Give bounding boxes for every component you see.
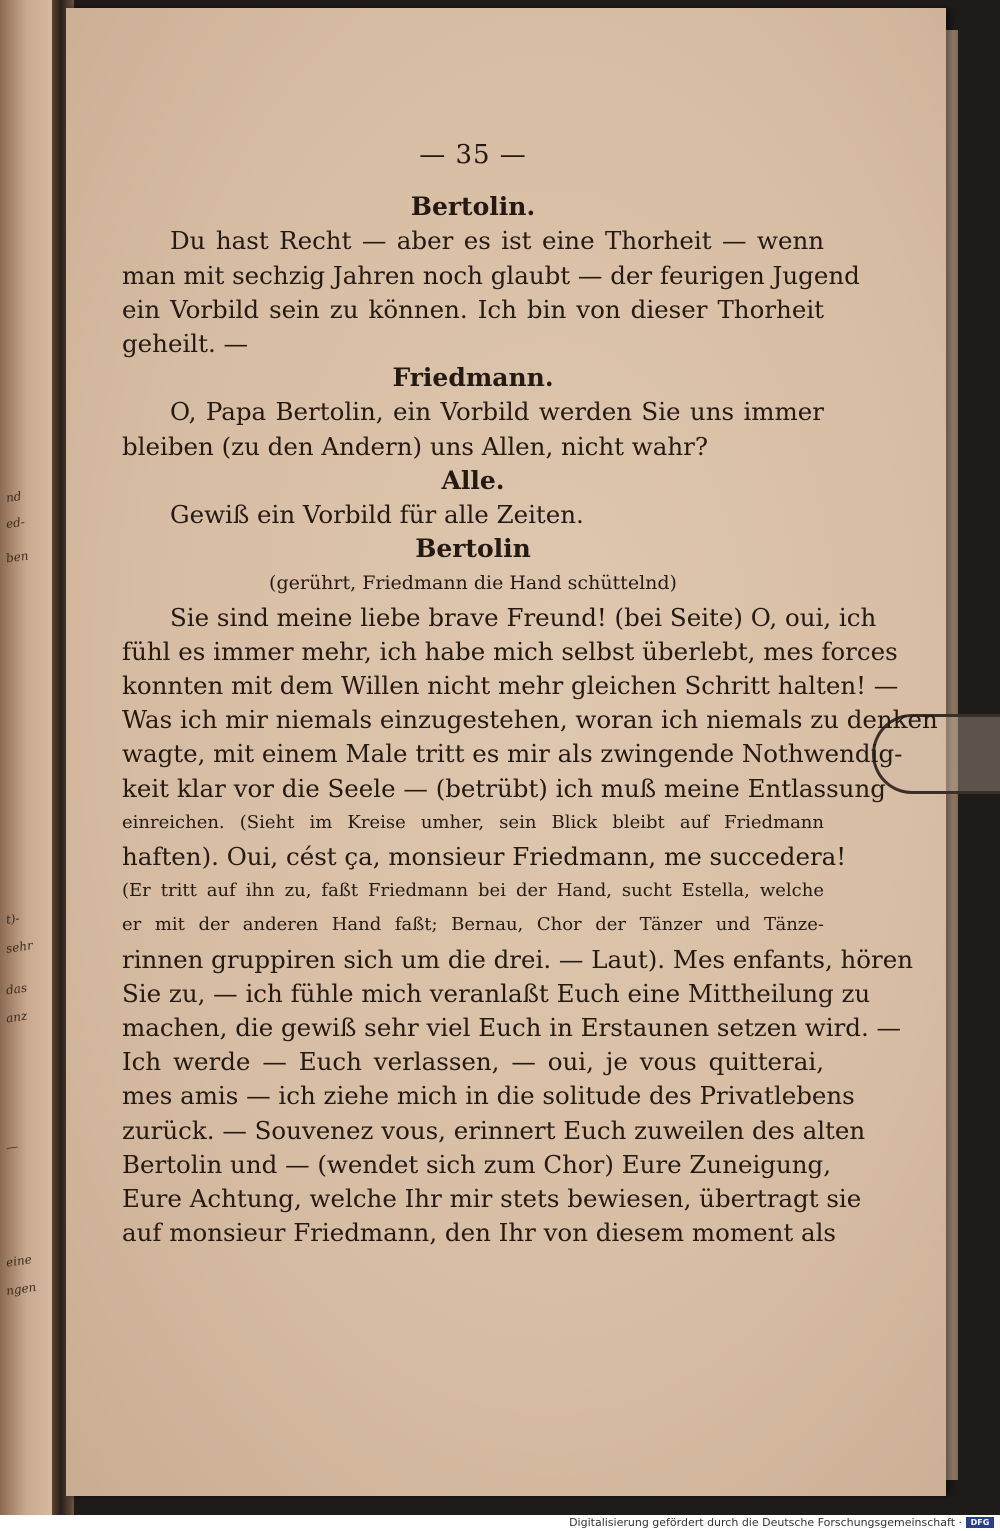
text-line: Ich werde — Euch verlassen, — oui, je vous quitterai, (122, 1047, 824, 1077)
speech-paragraph (122, 498, 824, 532)
text-line: mes amis — ich ziehe mich in die solitude des Privatlebens (122, 1081, 855, 1111)
speech-paragraph (122, 601, 938, 1251)
facing-page-fragment: — (5, 1139, 19, 1155)
speaker-name: Alle. (441, 465, 505, 495)
footer-credit: Digitalisierung gefördert durch die Deutsche Forschungsgemeinschaft · (569, 1516, 962, 1529)
text-line: er mit der anderen Hand faßt; Bernau, Chor der Tänzer und Tänze- (122, 914, 824, 936)
facing-page-fragment: ed- (5, 514, 26, 532)
text-line: Gewiß ein Vorbild für alle Zeiten. (170, 500, 584, 530)
text-line: auf monsieur Friedmann, den Ihr von diesem moment als (122, 1218, 837, 1248)
text-line: rinnen gruppiren sich um die drei. — Laut). Mes enfants, hören (122, 944, 914, 974)
digitization-footer (0, 1515, 1000, 1531)
text-line: haften). Oui, cést ça, monsieur Friedmann, me succedera! (122, 842, 847, 872)
dfg-logo: DFG (966, 1517, 994, 1528)
facing-page-fragment: das (5, 980, 28, 998)
text-line: man mit sechzig Jahren noch glaubt — der feurigen Jugend (122, 260, 860, 290)
text-line: Sie sind meine liebe brave Freund! (bei Seite) O, oui, ich (170, 602, 877, 632)
text-line: O, Papa Bertolin, ein Vorbild werden Sie uns immer (170, 397, 824, 427)
facing-page-fragment: t)- (5, 911, 21, 927)
text-line: Sie zu, — ich fühle mich veranlaßt Euch eine Mittheilung zu (122, 978, 871, 1008)
stage-direction: (gerührt, Friedmann die Hand schüttelnd) (269, 572, 677, 595)
text-line: Eure Achtung, welche Ihr mir stets bewiesen, übertragt sie (122, 1184, 862, 1214)
text-line: keit klar vor die Seele — (betrübt) ich muß meine Entlassung (122, 773, 886, 803)
speech-paragraph (122, 395, 824, 463)
facing-page-fragment: ngen (5, 1279, 38, 1299)
facing-page-fragment: anz (5, 1008, 29, 1026)
text-line: fühl es immer mehr, ich habe mich selbst überlebt, mes forces (122, 636, 898, 666)
speaker-name: Friedmann. (392, 363, 554, 393)
text-line: bleiben (zu den Andern) uns Allen, nicht wahr? (122, 431, 708, 461)
text-line: Bertolin und — (wendet sich zum Chor) Eure Zuneigung, (122, 1149, 832, 1179)
text-line: wagte, mit einem Male tritt es mir als zwingende Nothwendig- (122, 739, 903, 769)
facing-page-fragment: ben (5, 548, 30, 566)
text-line: konnten mit dem Willen nicht mehr gleichen Schritt halten! — (122, 671, 899, 701)
text-line: machen, die gewiß sehr viel Euch in Erstaunen setzen wird. — (122, 1013, 902, 1043)
speaker-name: Bertolin. (410, 192, 536, 222)
page-number: — 35 — (419, 140, 527, 170)
text-line: Du hast Recht — aber es ist eine Thorheit — wenn (170, 226, 824, 256)
facing-page-fragment: sehr (5, 938, 34, 956)
text-line: ein Vorbild sein zu können. Ich bin von dieser Thorheit (122, 294, 824, 324)
text-line: Was ich mir niemals einzugestehen, woran ich niemals zu denken (122, 705, 938, 735)
dialogue-content (122, 190, 938, 1250)
speech-paragraph (122, 224, 860, 361)
page-text (122, 138, 938, 1251)
text-line: einreichen. (Sieht im Kreise umher, sein Blick bleibt auf Friedmann (122, 811, 824, 833)
left-page-edge (0, 0, 58, 1515)
text-line: geheilt. — (122, 329, 249, 359)
speaker-name: Bertolin (415, 534, 531, 564)
facing-page-fragment: eine (5, 1252, 33, 1270)
text-line: (Er tritt auf ihn zu, faßt Friedmann bei der Hand, sucht Estella, welche (122, 880, 824, 902)
facing-page-fragment: nd (5, 488, 23, 506)
text-line: zurück. — Souvenez vous, erinnert Euch zuweilen des alten (122, 1115, 866, 1145)
